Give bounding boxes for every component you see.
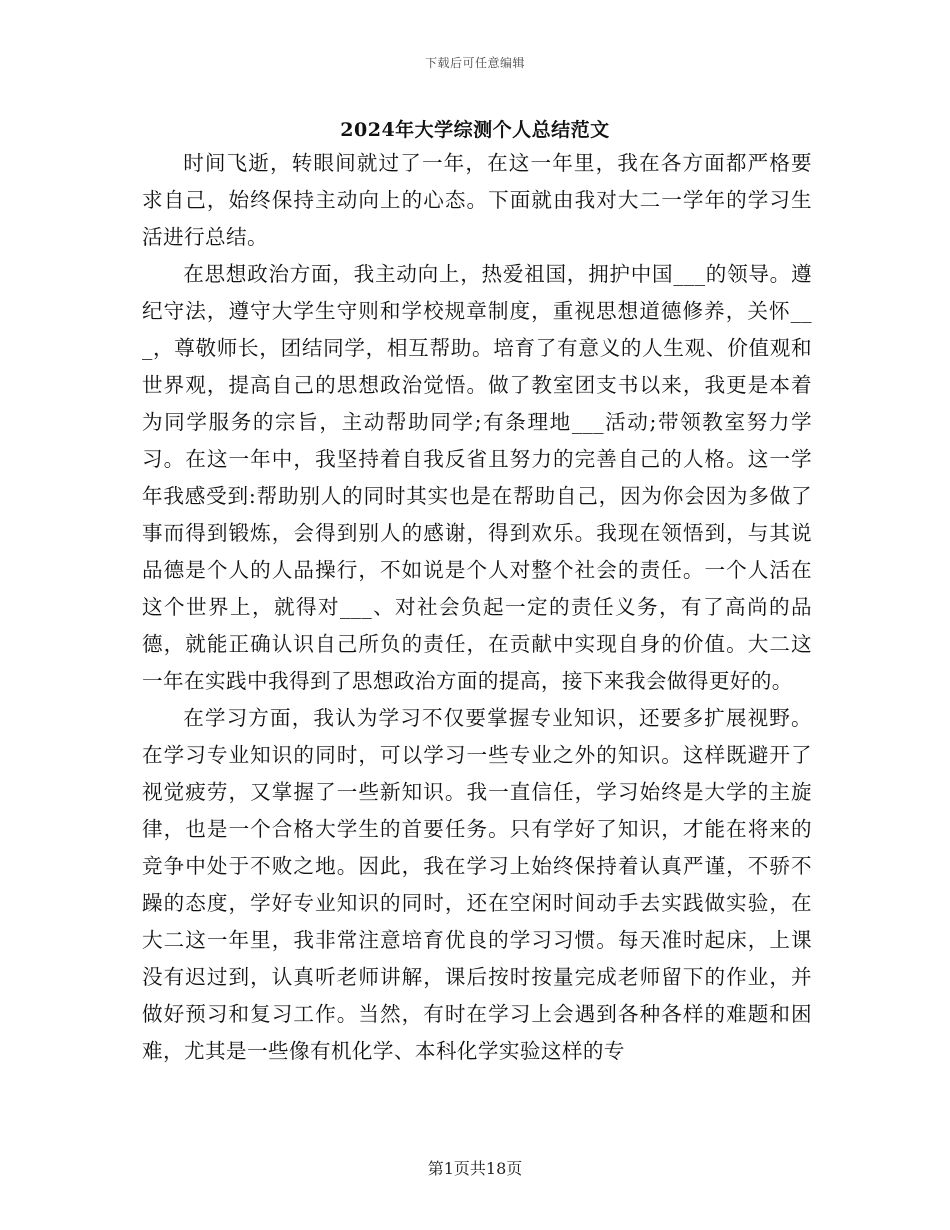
paragraph-ideology: 在思想政治方面，我主动向上，热爱祖国，拥护中国___的领导。遵纪守法，遵守大学生守则和学校规章制度，重视思想道德修养，关怀___，尊敬师长，团结同学，相互帮助。培育了有意义的人生观、价值观和世界观，提高自己的思想政治觉悟。做了教室团支书以来，我更是本着为同学服务的宗旨，主动帮助同学;有条理地___活动;带领教室努力学习。在这一年中，我坚持着自我反省且努力的完善自己的人格。这一学年我感受到:帮助别人的同时其实也是在帮助自己，因为你会因为多做了事而得到锻炼，会得到别人的感谢，得到欢乐。我现在领悟到，与其说品德是个人的人品操行，不如说是个人对整个社会的责任。一个人活在这个世界上，就得对___、对社会负起一定的责任义务，有了高尚的品德，就能正确认识自己所负的责任，在贡献中实现自身的价值。大二这一年在实践中我得到了思想政治方面的提高，接下来我会做得更好的。 xyxy=(142,262,812,693)
document-title: 2024年大学综测个人总结范文 xyxy=(340,119,610,141)
paragraph-study: 在学习方面，我认为学习不仅要掌握专业知识，还要多扩展视野。在学习专业知识的同时，可以学习一些专业之外的知识。这样既避开了视觉疲劳，又掌握了一些新知识。我一直信任，学习始终是大学的主旋律，也是一个合格大学生的首要任务。只有学好了知识，才能在将来的竞争中处于不败之地。因此，我在学习上始终保持着认真严谨，不骄不躁的态度，学好专业知识的同时，还在空闲时间动手去实践做实验，在大二这一年里，我非常注意培育优良的学习习惯。每天准时起床，上课没有迟过到，认真听老师讲解，课后按时按量完成老师留下的作业，并做好预习和复习工作。当然，有时在学习上会遇到各种各样的难题和困难，尤其是一些像有机化学、本科化学实验这样的专 xyxy=(142,706,812,1063)
document-body xyxy=(142,145,812,1070)
header-note: 下载后可任意编辑 xyxy=(424,56,525,70)
page-number: 第1页共18页 xyxy=(427,1159,523,1178)
paragraph-intro: 时间飞逝，转眼间就过了一年，在这一年里，我在各方面都严格要求自己，始终保持主动向上的心态。下面就由我对大二一学年的学习生活进行总结。 xyxy=(142,151,812,249)
